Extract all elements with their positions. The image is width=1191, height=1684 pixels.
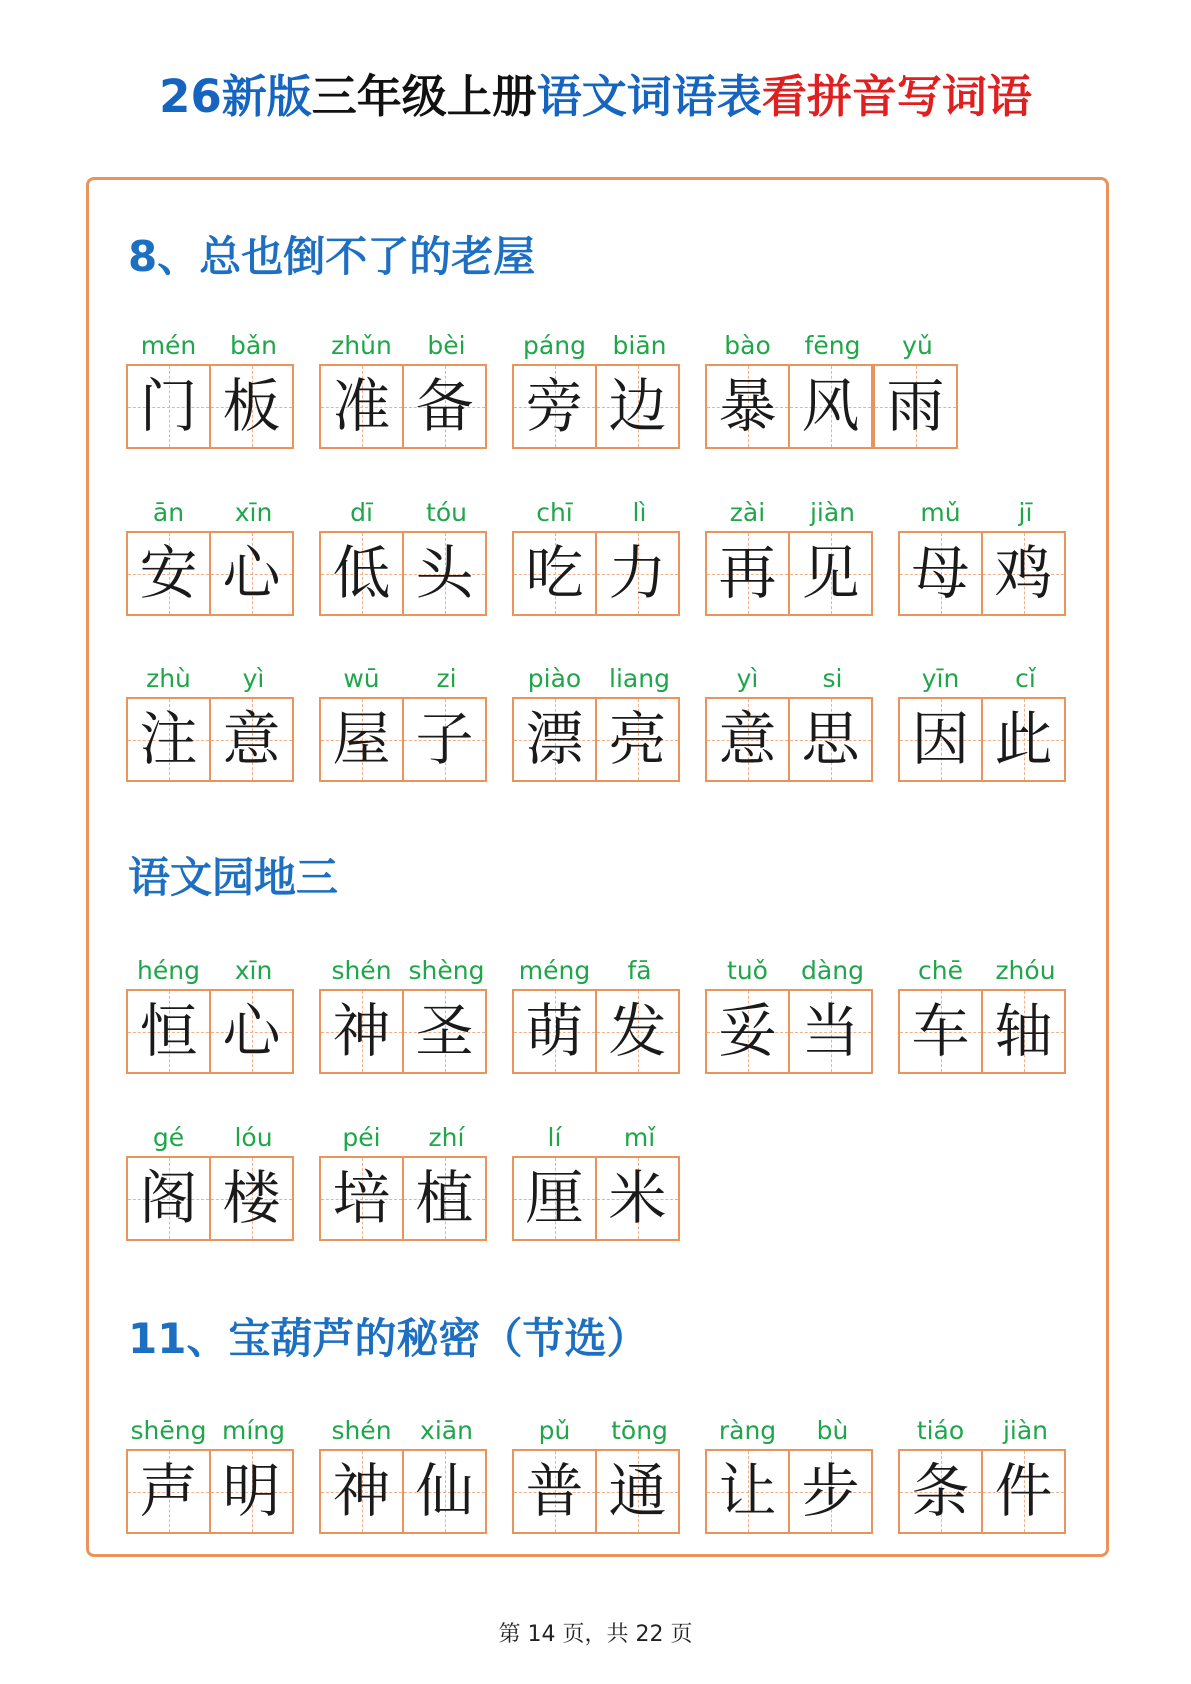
pinyin-label: tuǒ bbox=[727, 956, 768, 985]
pinyin-label: pǔ bbox=[538, 1416, 571, 1445]
word-group bbox=[126, 328, 296, 449]
char-unit bbox=[404, 328, 489, 449]
char-unit bbox=[597, 495, 682, 616]
char-unit bbox=[126, 1120, 211, 1241]
hanzi-character: 轴 bbox=[994, 997, 1053, 1065]
hanzi-character: 声 bbox=[139, 1457, 198, 1525]
hanzi-character: 厘 bbox=[525, 1164, 584, 1232]
char-unit bbox=[319, 495, 404, 616]
char-unit bbox=[319, 1120, 404, 1241]
word-group bbox=[319, 328, 489, 449]
char-unit bbox=[875, 328, 960, 449]
pinyin-label: zhí bbox=[428, 1123, 465, 1152]
tianzige-cell bbox=[512, 364, 597, 449]
tianzige-cell bbox=[319, 1449, 404, 1534]
tianzige-cell bbox=[402, 1156, 487, 1241]
tianzige-cell bbox=[705, 364, 790, 449]
hanzi-character: 风 bbox=[801, 372, 860, 440]
char-unit bbox=[512, 661, 597, 782]
char-unit bbox=[983, 953, 1068, 1074]
pinyin-label: yì bbox=[736, 664, 759, 693]
pinyin-label: chī bbox=[536, 498, 573, 527]
pinyin-label: biān bbox=[612, 331, 667, 360]
hanzi-character: 力 bbox=[608, 539, 667, 607]
char-unit bbox=[705, 953, 790, 1074]
tianzige-cell bbox=[512, 989, 597, 1074]
pinyin-label: xīn bbox=[234, 498, 273, 527]
pinyin-label: liang bbox=[609, 664, 670, 693]
tianzige-cell bbox=[595, 1156, 680, 1241]
hanzi-character: 心 bbox=[222, 997, 281, 1065]
char-unit bbox=[597, 1413, 682, 1534]
char-unit bbox=[512, 495, 597, 616]
char-unit bbox=[790, 1413, 875, 1534]
char-unit bbox=[983, 495, 1068, 616]
char-unit bbox=[126, 953, 211, 1074]
tianzige-cell bbox=[402, 989, 487, 1074]
hanzi-character: 边 bbox=[608, 372, 667, 440]
hanzi-character: 子 bbox=[415, 705, 474, 773]
pinyin-label: méng bbox=[518, 956, 591, 985]
tianzige-cell bbox=[788, 364, 873, 449]
tianzige-cell bbox=[981, 1449, 1066, 1534]
hanzi-character: 让 bbox=[718, 1457, 777, 1525]
word-group bbox=[705, 661, 875, 782]
hanzi-character: 母 bbox=[911, 539, 970, 607]
char-unit bbox=[790, 495, 875, 616]
tianzige-cell bbox=[126, 1156, 211, 1241]
hanzi-character: 妥 bbox=[718, 997, 777, 1065]
tianzige-cell bbox=[981, 531, 1066, 616]
char-unit bbox=[512, 1413, 597, 1534]
hanzi-character: 屋 bbox=[332, 705, 391, 773]
hanzi-character: 板 bbox=[222, 372, 281, 440]
pinyin-label: cǐ bbox=[1015, 664, 1036, 693]
char-unit bbox=[898, 495, 983, 616]
char-unit bbox=[319, 953, 404, 1074]
char-unit bbox=[898, 1413, 983, 1534]
tianzige-cell bbox=[319, 531, 404, 616]
word-group bbox=[126, 1413, 296, 1534]
char-unit bbox=[404, 953, 489, 1074]
pinyin-label: yǔ bbox=[902, 331, 933, 360]
tianzige-cell bbox=[126, 531, 211, 616]
hanzi-character: 萌 bbox=[525, 997, 584, 1065]
pinyin-label: tiáo bbox=[916, 1416, 965, 1445]
pinyin-label: wū bbox=[343, 664, 380, 693]
pinyin-label: zhǔn bbox=[331, 331, 392, 360]
hanzi-character: 明 bbox=[222, 1457, 281, 1525]
tianzige-cell bbox=[126, 364, 211, 449]
word-group bbox=[705, 1413, 875, 1534]
hanzi-character: 再 bbox=[718, 539, 777, 607]
hanzi-character: 通 bbox=[608, 1457, 667, 1525]
char-unit bbox=[404, 1120, 489, 1241]
hanzi-character: 此 bbox=[994, 705, 1053, 773]
tianzige-cell bbox=[209, 364, 294, 449]
tianzige-cell bbox=[981, 989, 1066, 1074]
char-unit bbox=[404, 661, 489, 782]
pinyin-label: bù bbox=[816, 1416, 849, 1445]
pinyin-label: tóu bbox=[426, 498, 467, 527]
char-unit bbox=[404, 495, 489, 616]
hanzi-character: 植 bbox=[415, 1164, 474, 1232]
tianzige-cell bbox=[873, 364, 958, 449]
char-unit bbox=[126, 1413, 211, 1534]
char-unit bbox=[211, 953, 296, 1074]
hanzi-character: 条 bbox=[911, 1457, 970, 1525]
char-unit bbox=[983, 661, 1068, 782]
hanzi-character: 门 bbox=[139, 372, 198, 440]
tianzige-cell bbox=[705, 531, 790, 616]
char-unit bbox=[597, 328, 682, 449]
pinyin-label: lì bbox=[632, 498, 647, 527]
hanzi-character: 阁 bbox=[139, 1164, 198, 1232]
pinyin-label: shèng bbox=[408, 956, 485, 985]
hanzi-character: 安 bbox=[139, 539, 198, 607]
hanzi-character: 见 bbox=[801, 539, 860, 607]
tianzige-cell bbox=[402, 1449, 487, 1534]
pinyin-label: ān bbox=[152, 498, 185, 527]
pinyin-label: mǐ bbox=[623, 1123, 656, 1152]
title-part-4: 看拼音写词语 bbox=[761, 70, 1032, 123]
hanzi-character: 思 bbox=[801, 705, 860, 773]
pinyin-label: xīn bbox=[234, 956, 273, 985]
pinyin-label: péi bbox=[342, 1123, 381, 1152]
word-group bbox=[319, 661, 489, 782]
word-group bbox=[319, 953, 489, 1074]
hanzi-character: 当 bbox=[801, 997, 860, 1065]
pinyin-label: zài bbox=[729, 498, 766, 527]
pinyin-label: gé bbox=[152, 1123, 185, 1152]
section-heading-lesson-8: 8、总也倒不了的老屋 bbox=[128, 232, 536, 281]
word-group bbox=[126, 661, 296, 782]
tianzige-cell bbox=[512, 697, 597, 782]
hanzi-character: 楼 bbox=[222, 1164, 281, 1232]
pinyin-label: lóu bbox=[234, 1123, 273, 1152]
pinyin-label: dàng bbox=[801, 956, 864, 985]
tianzige-cell bbox=[788, 989, 873, 1074]
hanzi-character: 准 bbox=[332, 372, 391, 440]
char-unit bbox=[211, 328, 296, 449]
hanzi-character: 圣 bbox=[415, 997, 474, 1065]
tianzige-cell bbox=[898, 989, 983, 1074]
tianzige-cell bbox=[512, 531, 597, 616]
word-group bbox=[705, 495, 875, 616]
pinyin-label: páng bbox=[523, 331, 586, 360]
title-part-2: 三年级上册 bbox=[311, 70, 537, 123]
word-group bbox=[126, 953, 296, 1074]
tianzige-cell bbox=[209, 531, 294, 616]
pinyin-label: zhù bbox=[146, 664, 191, 693]
pinyin-label: piào bbox=[527, 664, 582, 693]
hanzi-character: 雨 bbox=[886, 372, 945, 440]
hanzi-character: 暴 bbox=[718, 372, 777, 440]
title-part-1: 26新版 bbox=[159, 70, 312, 123]
char-unit bbox=[597, 661, 682, 782]
tianzige-cell bbox=[126, 989, 211, 1074]
char-unit bbox=[705, 328, 790, 449]
tianzige-cell bbox=[595, 697, 680, 782]
title-part-3: 语文词语表 bbox=[536, 70, 762, 123]
hanzi-character: 意 bbox=[718, 705, 777, 773]
char-unit bbox=[126, 328, 211, 449]
word-group bbox=[512, 495, 682, 616]
tianzige-cell bbox=[595, 531, 680, 616]
pinyin-label: dī bbox=[350, 498, 373, 527]
word-group bbox=[898, 495, 1068, 616]
tianzige-cell bbox=[788, 531, 873, 616]
word-group bbox=[126, 495, 296, 616]
char-unit bbox=[512, 1120, 597, 1241]
tianzige-cell bbox=[595, 1449, 680, 1534]
word-group bbox=[512, 953, 682, 1074]
hanzi-character: 培 bbox=[332, 1164, 391, 1232]
hanzi-character: 亮 bbox=[608, 705, 667, 773]
pinyin-label: héng bbox=[137, 956, 200, 985]
char-unit bbox=[319, 1413, 404, 1534]
char-unit bbox=[898, 661, 983, 782]
char-unit bbox=[211, 495, 296, 616]
char-unit bbox=[404, 1413, 489, 1534]
tianzige-cell bbox=[209, 697, 294, 782]
pinyin-label: bǎn bbox=[229, 331, 278, 360]
char-unit bbox=[512, 328, 597, 449]
hanzi-character: 步 bbox=[801, 1457, 860, 1525]
word-group bbox=[319, 495, 489, 616]
pinyin-label: chē bbox=[918, 956, 963, 985]
pinyin-label: yì bbox=[242, 664, 265, 693]
char-unit bbox=[898, 953, 983, 1074]
char-unit bbox=[319, 661, 404, 782]
tianzige-cell bbox=[126, 697, 211, 782]
page-footer: 第 14 页，共 22 页 bbox=[498, 1622, 693, 1647]
pinyin-label: mǔ bbox=[920, 498, 961, 527]
word-group bbox=[319, 1120, 489, 1241]
tianzige-cell bbox=[788, 1449, 873, 1534]
hanzi-character: 米 bbox=[608, 1164, 667, 1232]
hanzi-character: 恒 bbox=[139, 997, 198, 1065]
pinyin-label: shén bbox=[331, 1416, 392, 1445]
hanzi-character: 心 bbox=[222, 539, 281, 607]
word-group bbox=[512, 661, 682, 782]
pinyin-label: xiān bbox=[420, 1416, 473, 1445]
char-unit bbox=[790, 953, 875, 1074]
tianzige-cell bbox=[319, 989, 404, 1074]
pinyin-label: si bbox=[822, 664, 843, 693]
pinyin-label: jiàn bbox=[809, 498, 856, 527]
pinyin-label: mén bbox=[140, 331, 197, 360]
word-group bbox=[512, 1120, 682, 1241]
char-unit bbox=[790, 661, 875, 782]
word-group bbox=[512, 328, 682, 449]
tianzige-cell bbox=[402, 364, 487, 449]
pinyin-label: fēng bbox=[804, 331, 861, 360]
pinyin-label: fā bbox=[627, 956, 652, 985]
char-unit bbox=[211, 1413, 296, 1534]
hanzi-character: 意 bbox=[222, 705, 281, 773]
pinyin-label: bèi bbox=[427, 331, 466, 360]
char-unit bbox=[705, 1413, 790, 1534]
char-unit bbox=[705, 495, 790, 616]
tianzige-cell bbox=[512, 1449, 597, 1534]
char-unit bbox=[512, 953, 597, 1074]
hanzi-character: 发 bbox=[608, 997, 667, 1065]
hanzi-character: 因 bbox=[911, 705, 970, 773]
char-unit bbox=[597, 1120, 682, 1241]
word-group bbox=[898, 1413, 1068, 1534]
tianzige-cell bbox=[209, 1449, 294, 1534]
pinyin-label: míng bbox=[221, 1416, 285, 1445]
hanzi-character: 鸡 bbox=[994, 539, 1053, 607]
pinyin-label: lí bbox=[547, 1123, 562, 1152]
pinyin-label: zhóu bbox=[995, 956, 1056, 985]
char-unit bbox=[597, 953, 682, 1074]
hanzi-character: 普 bbox=[525, 1457, 584, 1525]
tianzige-cell bbox=[981, 697, 1066, 782]
tianzige-cell bbox=[319, 1156, 404, 1241]
word-group bbox=[898, 953, 1068, 1074]
tianzige-cell bbox=[209, 1156, 294, 1241]
hanzi-character: 头 bbox=[415, 539, 474, 607]
tianzige-cell bbox=[209, 989, 294, 1074]
hanzi-character: 漂 bbox=[525, 705, 584, 773]
pinyin-label: jī bbox=[1018, 498, 1033, 527]
hanzi-character: 注 bbox=[139, 705, 198, 773]
page-title bbox=[0, 62, 1191, 132]
word-group bbox=[512, 1413, 682, 1534]
char-unit bbox=[211, 1120, 296, 1241]
word-group bbox=[898, 661, 1068, 782]
tianzige-cell bbox=[319, 697, 404, 782]
char-unit bbox=[790, 328, 875, 449]
hanzi-character: 仙 bbox=[415, 1457, 474, 1525]
tianzige-cell bbox=[595, 989, 680, 1074]
tianzige-cell bbox=[402, 697, 487, 782]
word-group bbox=[319, 1413, 489, 1534]
hanzi-character: 神 bbox=[332, 997, 391, 1065]
tianzige-cell bbox=[402, 531, 487, 616]
word-group bbox=[705, 328, 960, 449]
tianzige-cell bbox=[319, 364, 404, 449]
word-group bbox=[126, 1120, 296, 1241]
tianzige-cell bbox=[595, 364, 680, 449]
word-group bbox=[705, 953, 875, 1074]
char-unit bbox=[319, 328, 404, 449]
tianzige-cell bbox=[788, 697, 873, 782]
char-unit bbox=[705, 661, 790, 782]
tianzige-cell bbox=[705, 697, 790, 782]
tianzige-cell bbox=[512, 1156, 597, 1241]
tianzige-cell bbox=[126, 1449, 211, 1534]
hanzi-character: 件 bbox=[994, 1457, 1053, 1525]
hanzi-character: 旁 bbox=[525, 372, 584, 440]
tianzige-cell bbox=[898, 531, 983, 616]
section-heading-lesson-11: 11、宝葫芦的秘密（节选） bbox=[128, 1314, 649, 1363]
hanzi-character: 吃 bbox=[525, 539, 584, 607]
char-unit bbox=[211, 661, 296, 782]
char-unit bbox=[126, 495, 211, 616]
char-unit bbox=[126, 661, 211, 782]
hanzi-character: 低 bbox=[332, 539, 391, 607]
tianzige-cell bbox=[898, 1449, 983, 1534]
tianzige-cell bbox=[705, 989, 790, 1074]
pinyin-label: jiàn bbox=[1002, 1416, 1049, 1445]
char-unit bbox=[983, 1413, 1068, 1534]
section-heading-garden-3: 语文园地三 bbox=[128, 853, 339, 902]
tianzige-cell bbox=[898, 697, 983, 782]
pinyin-label: tōng bbox=[611, 1416, 668, 1445]
pinyin-label: shēng bbox=[130, 1416, 207, 1445]
hanzi-character: 备 bbox=[415, 372, 474, 440]
hanzi-character: 神 bbox=[332, 1457, 391, 1525]
pinyin-label: ràng bbox=[718, 1416, 777, 1445]
pinyin-label: bào bbox=[724, 331, 771, 360]
pinyin-label: shén bbox=[331, 956, 392, 985]
pinyin-label: yīn bbox=[921, 664, 960, 693]
pinyin-label: zi bbox=[436, 664, 457, 693]
hanzi-character: 车 bbox=[911, 997, 970, 1065]
tianzige-cell bbox=[705, 1449, 790, 1534]
